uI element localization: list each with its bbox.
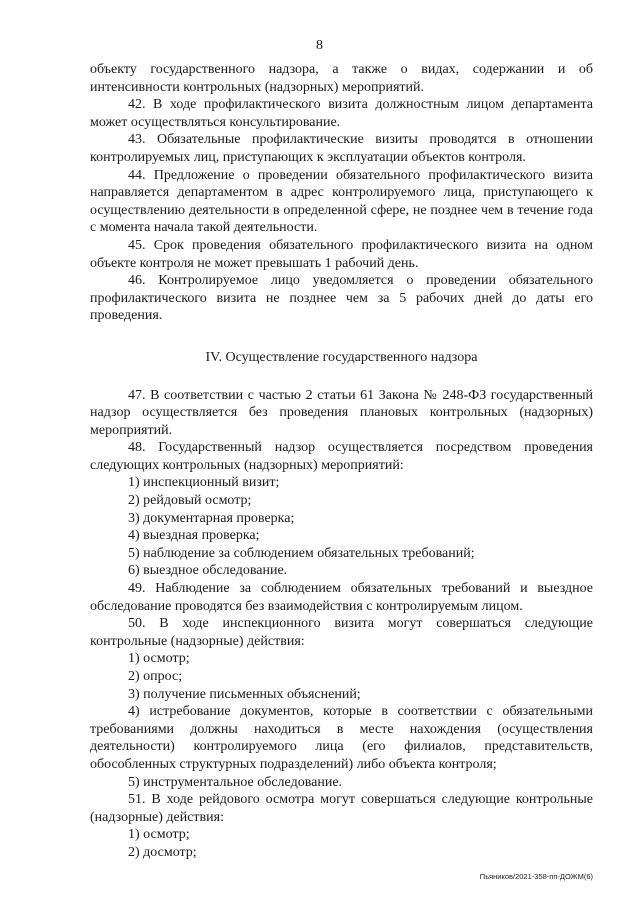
list-item: 5) наблюдение за соблюдением обязательных требований; <box>128 545 475 561</box>
page-number: 8 <box>316 38 323 53</box>
section-heading: IV. Осуществление государственного надзора <box>205 349 478 365</box>
document-body <box>90 61 593 862</box>
list-item: 2) досмотр; <box>128 844 197 860</box>
list-item: 1) инспекционный визит; <box>128 475 280 491</box>
paragraph-49: 49. Наблюдение за соблюдением обязательных требований и выездное обследование проводятся без взаимодействия с контролируемым лицом. <box>90 581 593 614</box>
paragraph-continuation: объекту государственного надзора, а также о видах, содержании и об интенсивности контрольных (надзорных) мероприятий. <box>90 62 593 95</box>
paragraph-50: 50. В ходе инспекционного визита могут совершаться следующие контрольные (надзорные) действия: <box>90 616 593 649</box>
paragraph-42: 42. В ходе профилактического визита должностным лицом департамента может осуществляться консультирование. <box>90 97 593 130</box>
list-item: 2) опрос; <box>128 669 183 684</box>
list-item: 1) осмотр; <box>128 651 190 667</box>
paragraph-48: 48. Государственный надзор осуществляется посредством проведения следующих контрольных (надзорных) мероприятий: <box>90 440 593 473</box>
paragraph-47: 47. В соответствии с частью 2 статьи 61 Закона № 248-ФЗ государственный надзор осуществляется без проведения плановых контрольных (надзорных) мероприятий. <box>90 387 593 438</box>
paragraph-45: 45. Срок проведения обязательного профилактического визита на одном объекте контроля не может превышать 1 рабочий день. <box>90 237 593 271</box>
list-item-long: 4) истребование документов, которые в соответствии с обязательными требованиями должны находиться в месте нахождения (осуществления деятельности) контролируемого лица (его филиалов, представительств, обособленных структурных подразделений) либо объекта контроля; <box>90 704 593 772</box>
list-item: 6) выездное обследование. <box>128 563 288 579</box>
footer-document-code: Пьяников/2021-358-пп-ДОЖМ(6) <box>479 872 593 881</box>
paragraph-43: 43. Обязательные профилактические визиты проводятся в отношении контролируемых лиц, приступающих к эксплуатации объектов контроля. <box>90 132 593 165</box>
list-item: 1) осмотр; <box>128 827 190 843</box>
list-item: 2) рейдовый осмотр; <box>128 493 252 509</box>
list-item: 3) получение письменных объяснений; <box>128 686 361 702</box>
list-item: 3) документарная проверка; <box>128 510 295 526</box>
paragraph-44: 44. Предложение о проведении обязательного профилактического визита направляется департаментом в адрес контролируемого лица, приступающего к осуществлению деятельности в определенной сфере, не позднее чем в течение года с момента начала такой деятельности. <box>90 167 593 236</box>
paragraph-51: 51. В ходе рейдового осмотра могут совершаться следующие контрольные (надзорные) действия: <box>90 792 593 825</box>
list-item: 5) инструментальное обследование. <box>128 774 343 790</box>
paragraph-46: 46. Контролируемое лицо уведомляется о проведении обязательного профилактического визита не позднее чем за 5 рабочих дней до даты его проведения. <box>90 273 593 324</box>
list-item: 4) выездная проверка; <box>128 528 260 544</box>
